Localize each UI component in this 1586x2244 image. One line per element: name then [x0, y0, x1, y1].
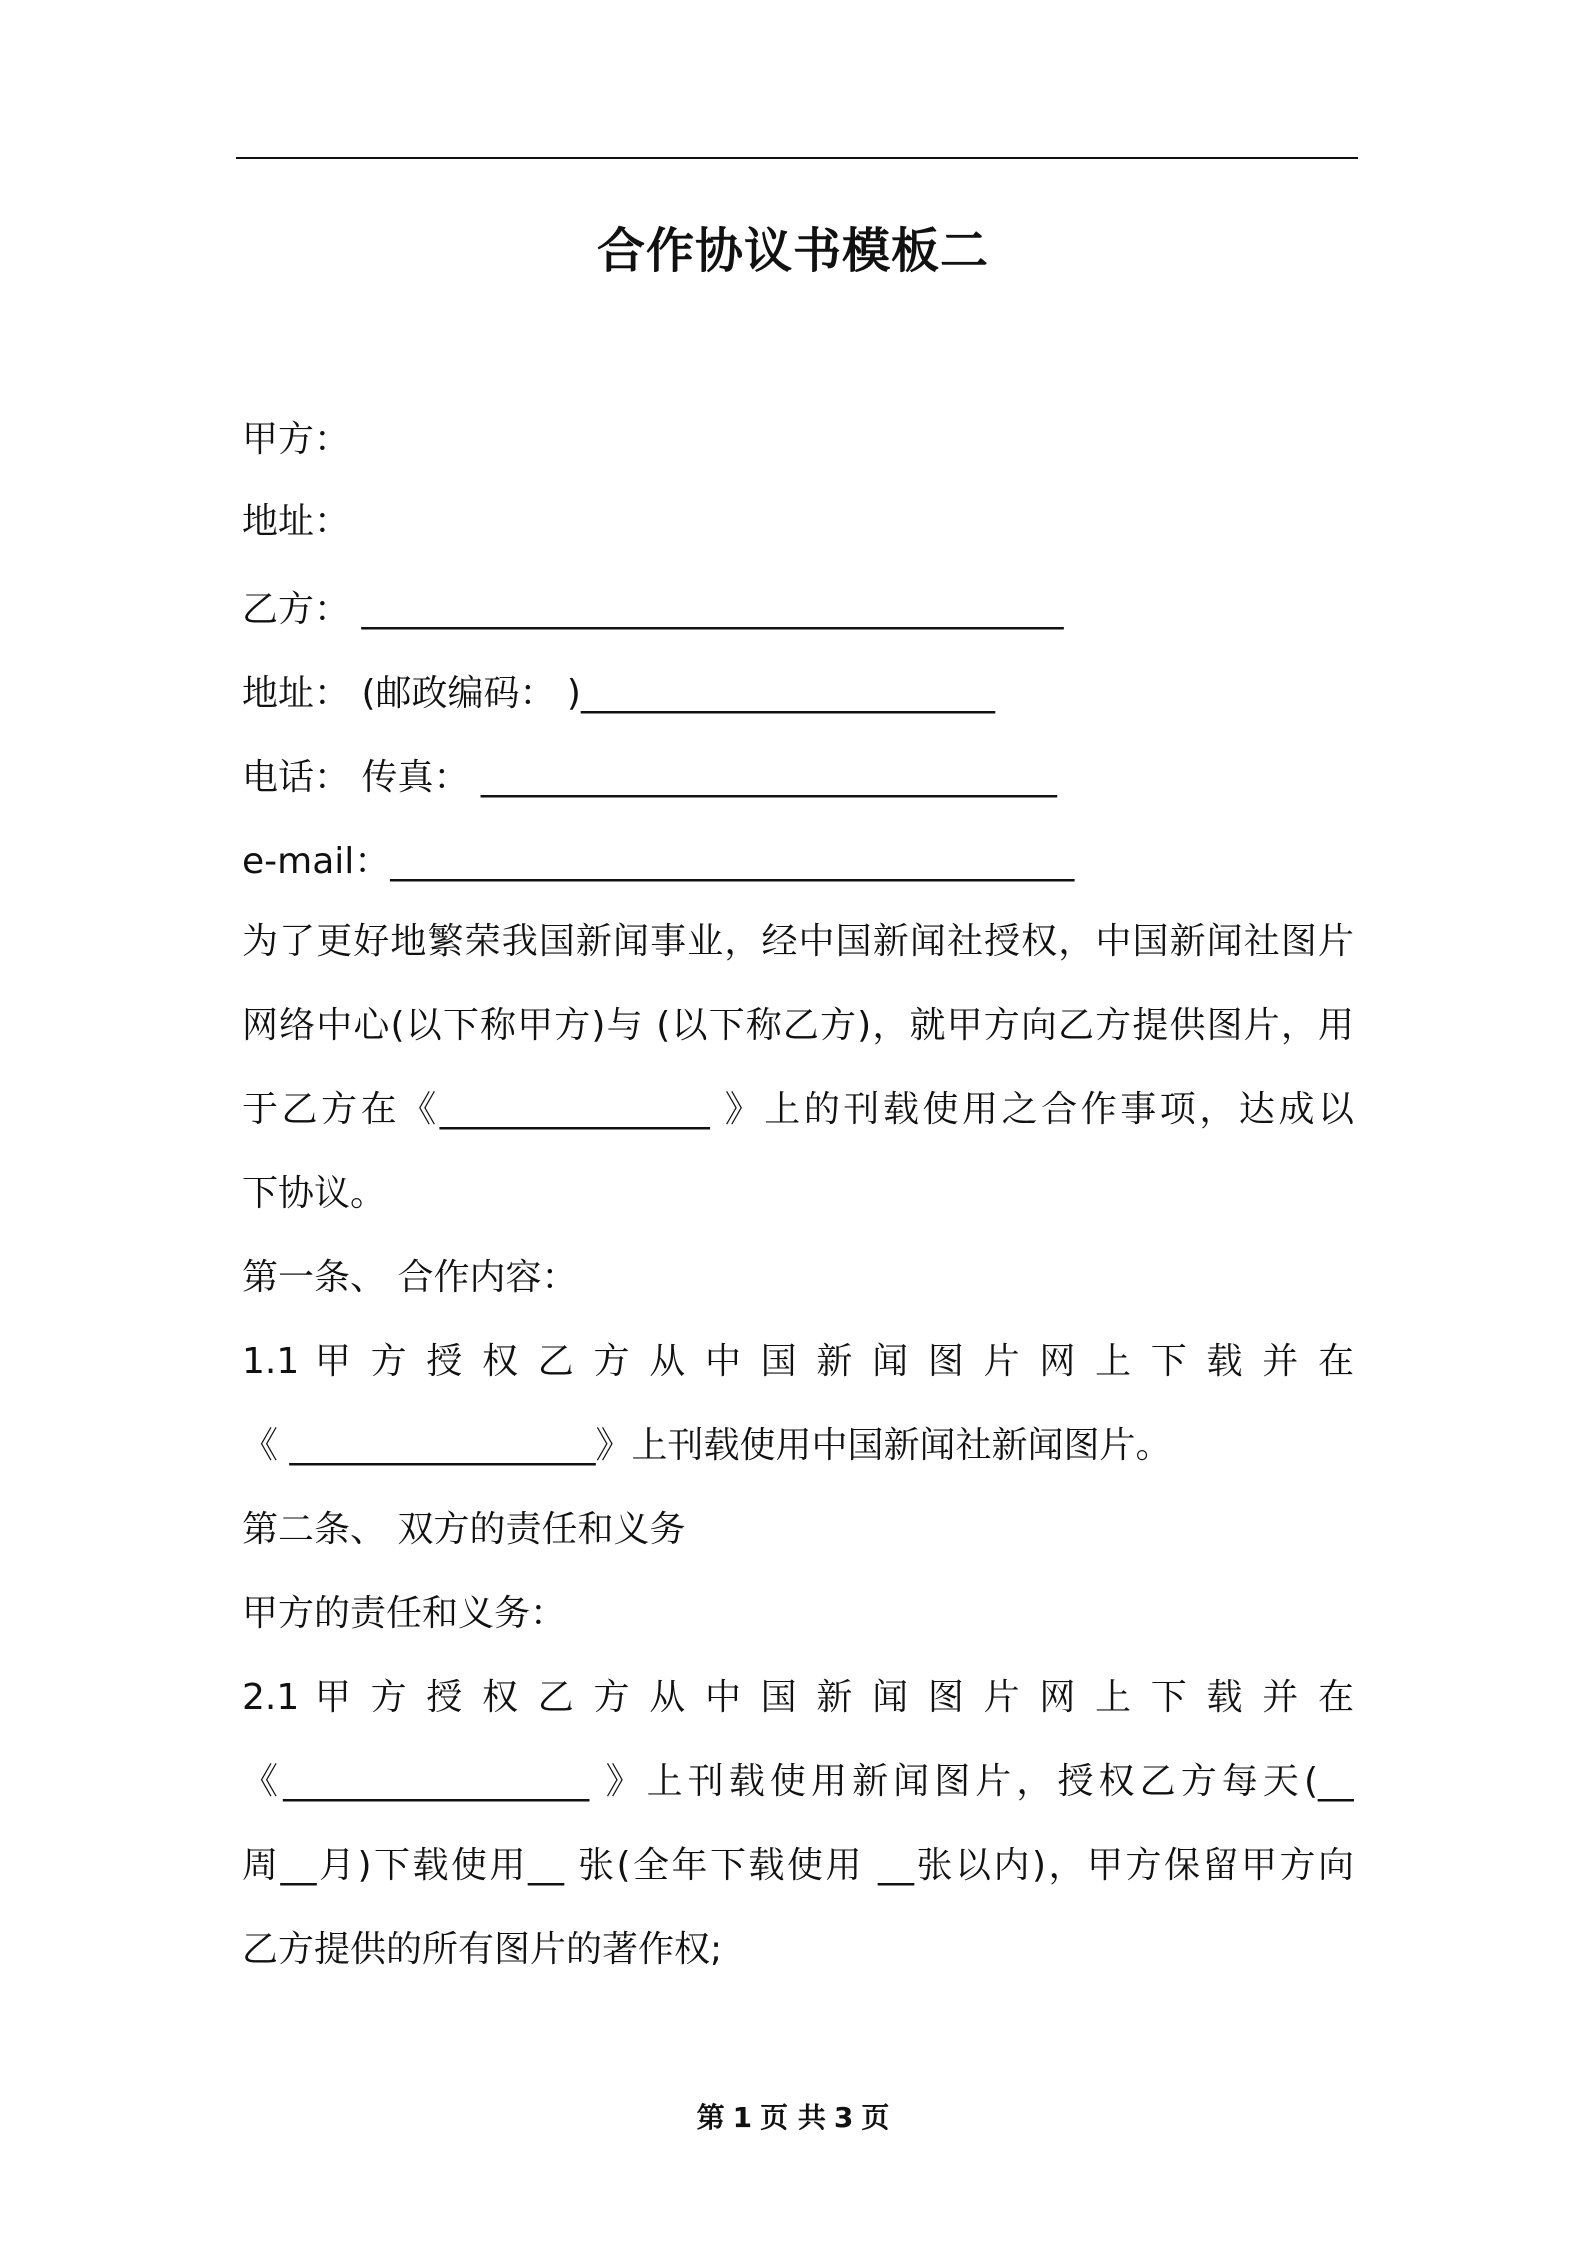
clause-2-1-line-1: 2.1 甲 方 授 权 乙 方 从 中 国 新 闻 图 片 网 上 下 载 并 在	[242, 1677, 1354, 1718]
footer-middle: 页 共	[760, 2101, 826, 2134]
clause-2-1-line-3: 周__月)下载使用__ 张(全年下载使用 __张以内)，甲方保留甲方向	[242, 1845, 1354, 1886]
footer-total-pages: 3	[833, 2101, 854, 2134]
page-footer	[0, 2096, 1586, 2136]
footer-suffix: 页	[861, 2101, 890, 2134]
clause-1-1-line-2: 《 _________________》上刊载使用中国新闻社新闻图片。	[242, 1425, 1172, 1466]
document-title: 合作协议书模板二	[596, 223, 989, 279]
intro-paragraph-line-3: 于乙方在《_______________ 》上的刊载使用之合作事项，达成以	[242, 1089, 1354, 1130]
article-1-heading: 第一条、 合作内容：	[242, 1257, 578, 1298]
clause-2-1-line-2: 《_________________ 》上刊载使用新闻图片，授权乙方每天(__	[242, 1761, 1354, 1802]
header-rule	[236, 157, 1358, 159]
intro-paragraph-line-4: 下协议。	[242, 1173, 387, 1214]
clause-2-1-line-4: 乙方提供的所有图片的著作权;	[242, 1929, 723, 1970]
clause-1-1-line-1: 1.1 甲 方 授 权 乙 方 从 中 国 新 闻 图 片 网 上 下 载 并 在	[242, 1341, 1354, 1382]
party-a-label: 甲方：	[242, 419, 351, 460]
party-b-line: 乙方： _______________________________________	[242, 589, 1064, 630]
phone-fax-line: 电话： 传真： ________________________________	[242, 757, 1057, 798]
footer-page-number: 1	[732, 2101, 753, 2134]
intro-paragraph-line-1: 为了更好地繁荣我国新闻事业，经中国新闻社授权，中国新闻社图片	[242, 921, 1354, 962]
article-2-heading: 第二条、 双方的责任和义务	[242, 1509, 686, 1550]
party-a-address: 地址：	[242, 501, 351, 542]
party-a-duties-heading: 甲方的责任和义务：	[242, 1593, 567, 1634]
footer-prefix: 第	[696, 2101, 725, 2134]
intro-paragraph-line-2: 网络中心(以下称甲方)与 (以下称乙方)，就甲方向乙方提供图片，用	[242, 1005, 1354, 1046]
email-line: e-mail：______________________________________	[242, 841, 1075, 882]
party-b-address: 地址： (邮政编码： )_______________________	[242, 673, 995, 714]
